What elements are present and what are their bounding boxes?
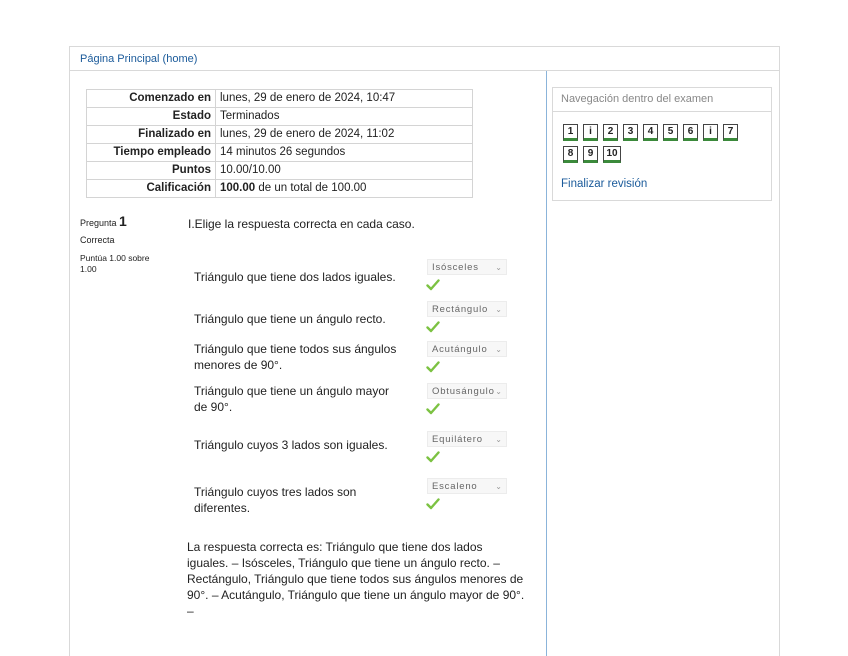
quiz-nav-button[interactable]: i: [703, 124, 718, 141]
question-number-value: 1: [119, 213, 127, 229]
summary-label: Calificación: [87, 180, 216, 198]
quiz-nav-button[interactable]: 2: [603, 124, 618, 141]
question-grade: Puntúa 1.00 sobre 1.00: [80, 253, 150, 274]
quiz-nav-button[interactable]: 3: [623, 124, 638, 141]
check-icon: [426, 278, 440, 292]
correct-answer-feedback: La respuesta correcta es: Triángulo que tiene dos lados iguales. – Isósceles, Triángulo que tiene un ángulo recto. – Rectángulo, Triángulo que tiene todos sus ángulos menores de 90°. – Acutángulo, Triángulo que tiene un ángulo mayor de 90°. –: [187, 540, 525, 618]
summary-row: [87, 180, 473, 198]
summary-label: Comenzado en: [87, 90, 216, 108]
answer-select[interactable]: [427, 383, 507, 399]
check-icon: [426, 402, 440, 416]
summary-value: 14 minutos 26 segundos: [216, 144, 473, 162]
quiz-navigation-title: Navegación dentro del examen: [553, 88, 771, 112]
attempt-summary-table: [86, 89, 473, 198]
question-info: [80, 213, 160, 275]
answer-select[interactable]: [427, 301, 507, 317]
summary-value: lunes, 29 de enero de 2024, 10:47: [216, 90, 473, 108]
summary-row: [87, 162, 473, 180]
answer-select[interactable]: [427, 431, 507, 447]
answer-selected-value: Isósceles: [432, 262, 479, 273]
summary-row: [87, 108, 473, 126]
match-stem: Triángulo que tiene todos sus ángulos menores de 90°.: [194, 342, 397, 372]
summary-value: lunes, 29 de enero de 2024, 11:02: [216, 126, 473, 144]
quiz-nav-button[interactable]: 1: [563, 124, 578, 141]
summary-row: [87, 144, 473, 162]
summary-value: Terminados: [216, 108, 473, 126]
page-container: [69, 46, 780, 656]
check-icon: [426, 450, 440, 464]
answer-selected-value: Rectángulo: [432, 304, 489, 315]
breadcrumb-bar: [70, 47, 779, 71]
summary-row: [87, 126, 473, 144]
match-row: [194, 341, 514, 377]
match-row: [194, 259, 514, 295]
chevron-down-icon: ⌄: [495, 305, 502, 314]
quiz-nav-button[interactable]: 9: [583, 146, 598, 163]
question-prefix: Pregunta: [80, 218, 117, 228]
match-stem: Triángulo que tiene un ángulo recto.: [194, 312, 386, 326]
answer-selected-value: Obtusángulo: [432, 386, 495, 397]
summary-row: [87, 90, 473, 108]
match-stem: Triángulo cuyos tres lados son diferentes.: [194, 485, 357, 515]
answer-selected-value: Equilátero: [432, 434, 483, 445]
quiz-nav-button[interactable]: 10: [603, 146, 621, 163]
match-stem: Triángulo que tiene dos lados iguales.: [194, 270, 396, 284]
match-row: [194, 301, 514, 337]
match-stem: Triángulo cuyos 3 lados son iguales.: [194, 438, 388, 452]
answer-select[interactable]: [427, 341, 507, 357]
check-icon: [426, 320, 440, 334]
question-text: I.Elige la respuesta correcta en cada caso.: [188, 217, 415, 231]
match-stem: Triángulo que tiene un ángulo mayor de 90°.: [194, 384, 390, 414]
quiz-nav-button[interactable]: 8: [563, 146, 578, 163]
quiz-nav-button[interactable]: 7: [723, 124, 738, 141]
summary-value-bold: 100.00: [220, 182, 256, 194]
finish-review-link[interactable]: Finalizar revisión: [561, 178, 648, 190]
chevron-down-icon: ⌄: [495, 435, 502, 444]
quiz-nav-button[interactable]: i: [583, 124, 598, 141]
summary-label: Puntos: [87, 162, 216, 180]
summary-label: Tiempo empleado: [87, 144, 216, 162]
answer-select[interactable]: [427, 478, 507, 494]
quiz-nav-button[interactable]: 4: [643, 124, 658, 141]
quiz-nav-button[interactable]: 6: [683, 124, 698, 141]
chevron-down-icon: ⌄: [495, 345, 502, 354]
question-number: [80, 213, 160, 229]
quiz-nav-button[interactable]: 5: [663, 124, 678, 141]
chevron-down-icon: ⌄: [495, 482, 502, 491]
breadcrumb-home-link[interactable]: Página Principal (home): [80, 53, 198, 65]
summary-label: Estado: [87, 108, 216, 126]
summary-value: 10.00/10.00: [216, 162, 473, 180]
summary-value-rest: de un total de 100.00: [255, 182, 367, 194]
answer-selected-value: Acutángulo: [432, 344, 488, 355]
quiz-navigation-block: [552, 87, 772, 201]
summary-value: [216, 180, 473, 198]
column-divider: [546, 71, 547, 656]
answer-select[interactable]: [427, 259, 507, 275]
match-row: [194, 478, 514, 514]
match-row: [194, 383, 514, 419]
match-row: [194, 431, 514, 467]
question-state: Correcta: [80, 235, 115, 245]
chevron-down-icon: ⌄: [495, 263, 502, 272]
chevron-down-icon: ⌄: [495, 387, 502, 396]
quiz-navigation-buttons: [563, 124, 768, 168]
summary-label: Finalizado en: [87, 126, 216, 144]
check-icon: [426, 360, 440, 374]
check-icon: [426, 497, 440, 511]
answer-selected-value: Escaleno: [432, 481, 478, 492]
